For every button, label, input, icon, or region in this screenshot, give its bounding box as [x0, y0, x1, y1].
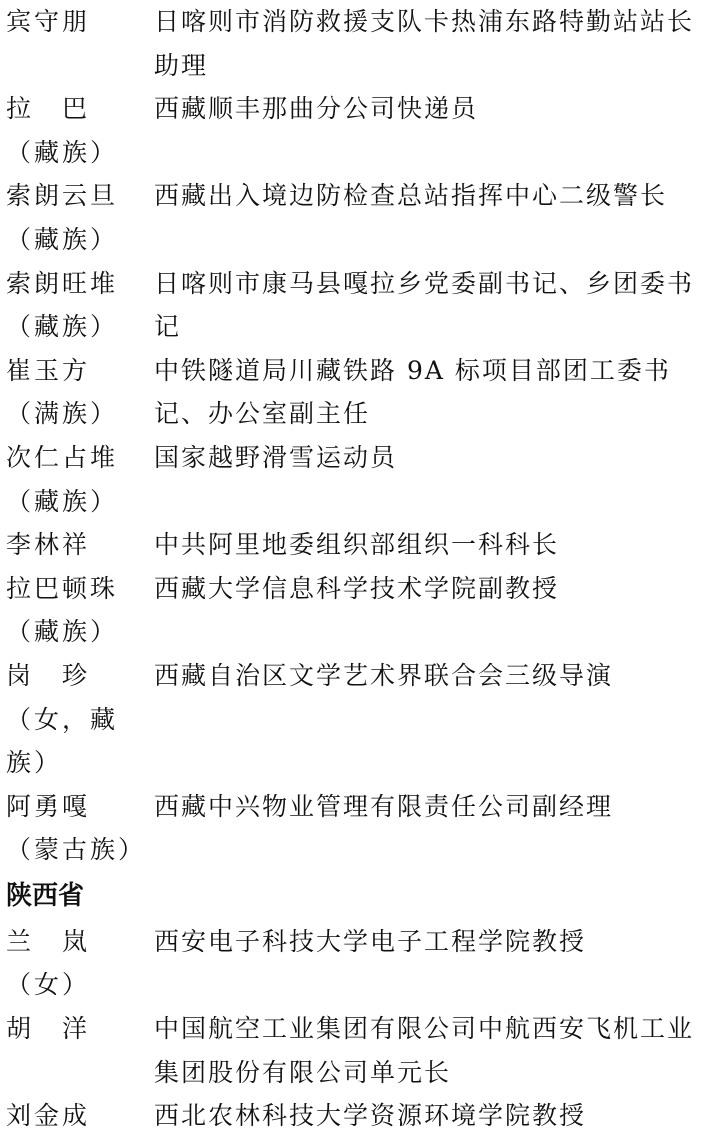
- list-item: [0, 567, 720, 654]
- person-name: 索朗云旦（藏族）: [6, 181, 119, 254]
- person-title: 西藏中兴物业管理有限责任公司副经理: [154, 791, 614, 821]
- person-name: 次仁占堆（藏族）: [6, 442, 119, 516]
- list-item: [0, 920, 720, 1007]
- person-title: 中铁隧道局川藏铁路 9A 标项目部团工委书记、办公室副主任: [154, 355, 671, 429]
- person-name: 拉巴顿珠（藏族）: [6, 573, 119, 647]
- person-title: 西藏自治区文学艺术界联合会三级导演: [154, 660, 614, 690]
- person-name: 兰 岚（女）: [6, 926, 91, 1000]
- list-item: [0, 654, 720, 785]
- list-item: [0, 1007, 720, 1094]
- person-title: 西安电子科技大学电子工程学院教授: [154, 926, 587, 956]
- section-heading-shaanxi: 陕西省: [6, 880, 85, 911]
- list-item: [0, 1094, 720, 1138]
- person-name: 崔玉方（满族）: [6, 355, 119, 429]
- person-title: 中国航空工业集团有限公司中航西安飞机工业集团股份有限公司单元长: [154, 1014, 695, 1087]
- person-title: 日喀则市康马县嘎拉乡党委副书记、乡团委书记: [154, 268, 695, 342]
- list-item: [0, 174, 720, 261]
- list-item: [0, 0, 720, 87]
- list-item: [0, 523, 720, 567]
- person-name: 拉 巴（藏族）: [6, 94, 119, 167]
- list-item: [0, 436, 720, 523]
- list-item: [0, 785, 720, 872]
- person-title: 日喀则市消防救援支队卡热浦东路特勤站站长助理: [154, 7, 695, 80]
- entry-list-shaanxi: [0, 920, 720, 1138]
- person-name: 阿勇嘎（蒙古族）: [6, 791, 147, 865]
- person-title: 国家越野滑雪运动员: [154, 442, 398, 472]
- person-title: 西藏出入境边防检查总站指挥中心二级警长: [154, 181, 668, 211]
- person-title: 西北农林科技大学资源环境学院教授: [154, 1101, 587, 1131]
- person-name: 刘金成: [6, 1101, 91, 1131]
- person-name: 索朗旺堆（藏族）: [6, 268, 119, 342]
- person-name: 李林祥: [6, 530, 91, 560]
- person-name: 岗 珍（女，藏族）: [6, 660, 119, 778]
- list-item: [0, 87, 720, 174]
- person-title: 中共阿里地委组织部组织一科科长: [154, 530, 560, 560]
- person-title: 西藏大学信息科学技术学院副教授: [154, 573, 560, 603]
- list-item: [0, 349, 720, 436]
- person-name: 胡 洋: [6, 1014, 91, 1044]
- person-name: 宾守朋: [6, 7, 91, 36]
- list-item: [0, 262, 720, 349]
- person-title: 西藏顺丰那曲分公司快递员: [154, 94, 479, 124]
